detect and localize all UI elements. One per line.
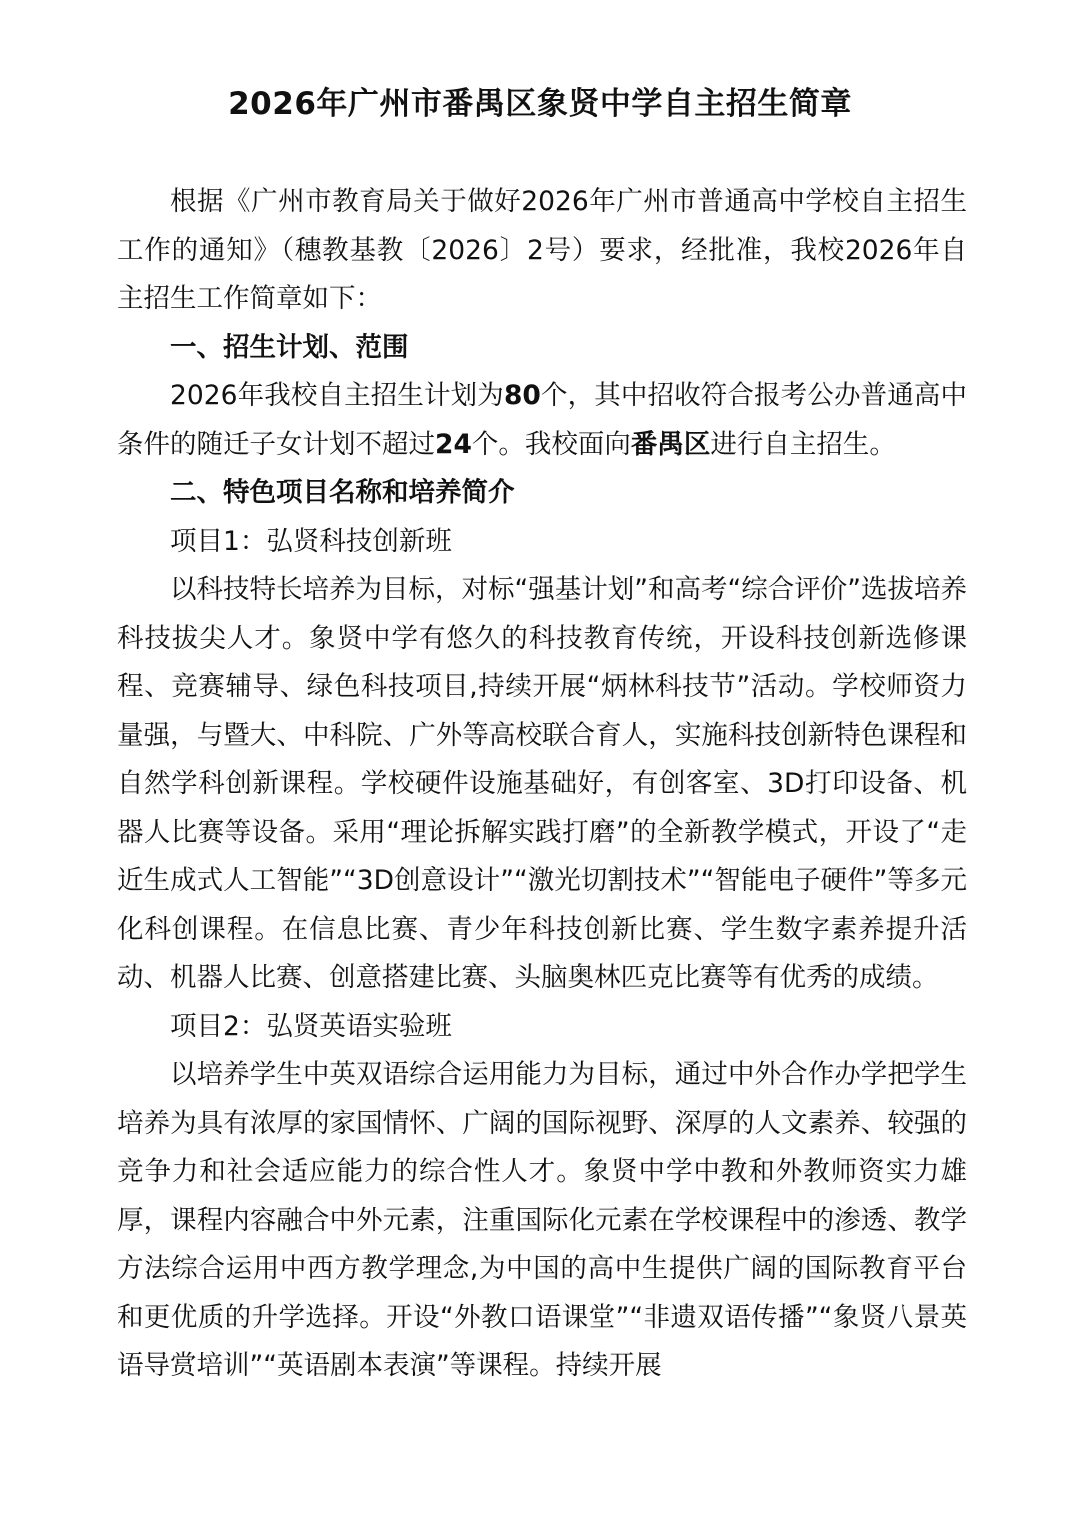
section-heading-projects: 二、特色项目名称和培养简介 — [170, 477, 515, 508]
project2-label: 项目2：弘贤英语实验班 — [170, 1010, 452, 1042]
enrollment-quota: 80 — [503, 380, 541, 411]
migrant-quota: 24 — [435, 428, 472, 460]
enrollment-plan-paragraph — [117, 372, 967, 469]
plan-text-part: 个。我校面向 — [471, 428, 631, 460]
project1-label: 项目1：弘贤科技创新班 — [170, 525, 452, 557]
project2-description: 以培养学生中英双语综合运用能力为目标，通过中外合作办学把学生培养为具有浓厚的家国情怀、广阔的国际视野、深厚的人文素养、较强的竞争力和社会适应能力的综合性人才。象贤中学中教和外教师资实力雄厚，课程内容融合中外元素，注重国际化元素在学校课程中的渗透、教学方法综合运用中西方教学理念,为中国的高中生提供广阔的国际教育平台和更优质的升学选择。开设“外教口语课堂”“非遗双语传播”“象贤八景英语导赏培训”“英语剧本表演”等课程。持续开展 — [117, 1059, 967, 1381]
section-heading-enrollment-plan: 一、招生计划、范围 — [170, 331, 409, 363]
document-body — [117, 178, 967, 1391]
intro-paragraph: 根据《广州市教育局关于做好2026年广州市普通高中学校自主招生工作的通知》（穗教基教〔2026〕2号）要求，经批准，我校2026年自主招生工作简章如下： — [117, 186, 967, 314]
plan-text-part: 2026年我校自主招生计划为 — [170, 380, 504, 411]
project1-description: 以科技特长培养为目标，对标“强基计划”和高考“综合评价”选拔培养科技拔尖人才。象贤中学有悠久的科技教育传统，开设科技创新选修课程、竞赛辅导、绿色科技项目,持续开展“炳林科技节”活动。学校师资力量强，与暨大、中科院、广外等高校联合育人，实施科技创新特色课程和自然学科创新课程。学校硬件设施基础好，有创客室、3D打印设备、机器人比赛等设备。采用“理论拆解实践打磨”的全新教学模式，开设了“走近生成式人工智能”“3D创意设计”“激光切割技术”“智能电子硬件”等多元化科创课程。在信息比赛、青少年科技创新比赛、学生数字素养提升活动、机器人比赛、创意搭建比赛、头脑奥林匹克比赛等有优秀的成绩。 — [117, 574, 967, 993]
plan-text-part: 进行自主招生。 — [710, 428, 896, 460]
plan-text-part: 个，其中招收符合报考公办普通高中条件的随迁子女计划不超过 — [117, 380, 967, 460]
enrollment-district: 番禺区 — [630, 428, 711, 460]
document-title: 2026年广州市番禺区象贤中学自主招生简章 — [228, 86, 852, 122]
